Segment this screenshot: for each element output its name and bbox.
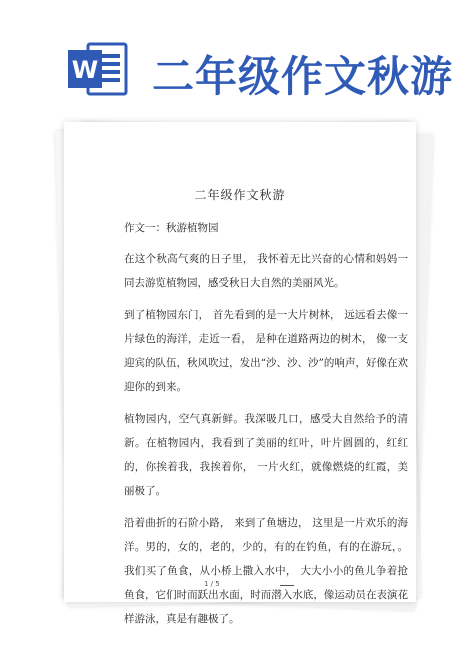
paragraph: 植物园内，空气真新鲜。我深吸几口，感受大自然给予的清新。在植物园内，我看到了美丽的红叶，叶片圆圆的，红红的，你挨着我，我挨着你， 一片火红，就像燃烧的红霞，美丽极了。 [124, 413, 408, 497]
paragraph: 在这个秋高气爽的日子里， 我怀着无比兴奋的心情和妈妈一同去游览植物园，感受秋日大自然的美丽风光。 [124, 253, 408, 289]
document-page [64, 122, 416, 625]
banner [0, 0, 474, 130]
footer-line [280, 585, 294, 586]
paragraph: 到了植物园东门， 首先看到的是一大片树林， 远远看去像一片绿色的海洋，走近一看， 是种在道路两边的树木， 像一支迎宾的队伍，秋风吹过，发出“沙、沙、沙”的响声，好像在欢迎你的到来。 [124, 309, 408, 393]
word-document-icon [66, 40, 128, 98]
document-subtitle: 作文一：秋游植物园 [124, 222, 219, 234]
banner-title: 二年级作文秋游 [152, 52, 454, 101]
paragraph: 沿着曲折的石阶小路， 来到了鱼塘边， 这里是一片欢乐的海洋。男的，女的，老的，少的，有的在钓鱼，有的在游玩，。我们买了鱼食，从小桥上撒入水中， 大大小小的鱼儿争着抢鱼食，它们时而跃出水面，时而潜入水底，像运动员在表演花样游泳，真是有趣极了。 [124, 517, 408, 625]
word-icon-letter: W [71, 56, 99, 84]
page-indicator: 1 / 5 [204, 580, 220, 588]
document-preview [54, 122, 426, 625]
document-title: 二年级作文秋游 [194, 188, 286, 202]
document-body [124, 220, 408, 639]
